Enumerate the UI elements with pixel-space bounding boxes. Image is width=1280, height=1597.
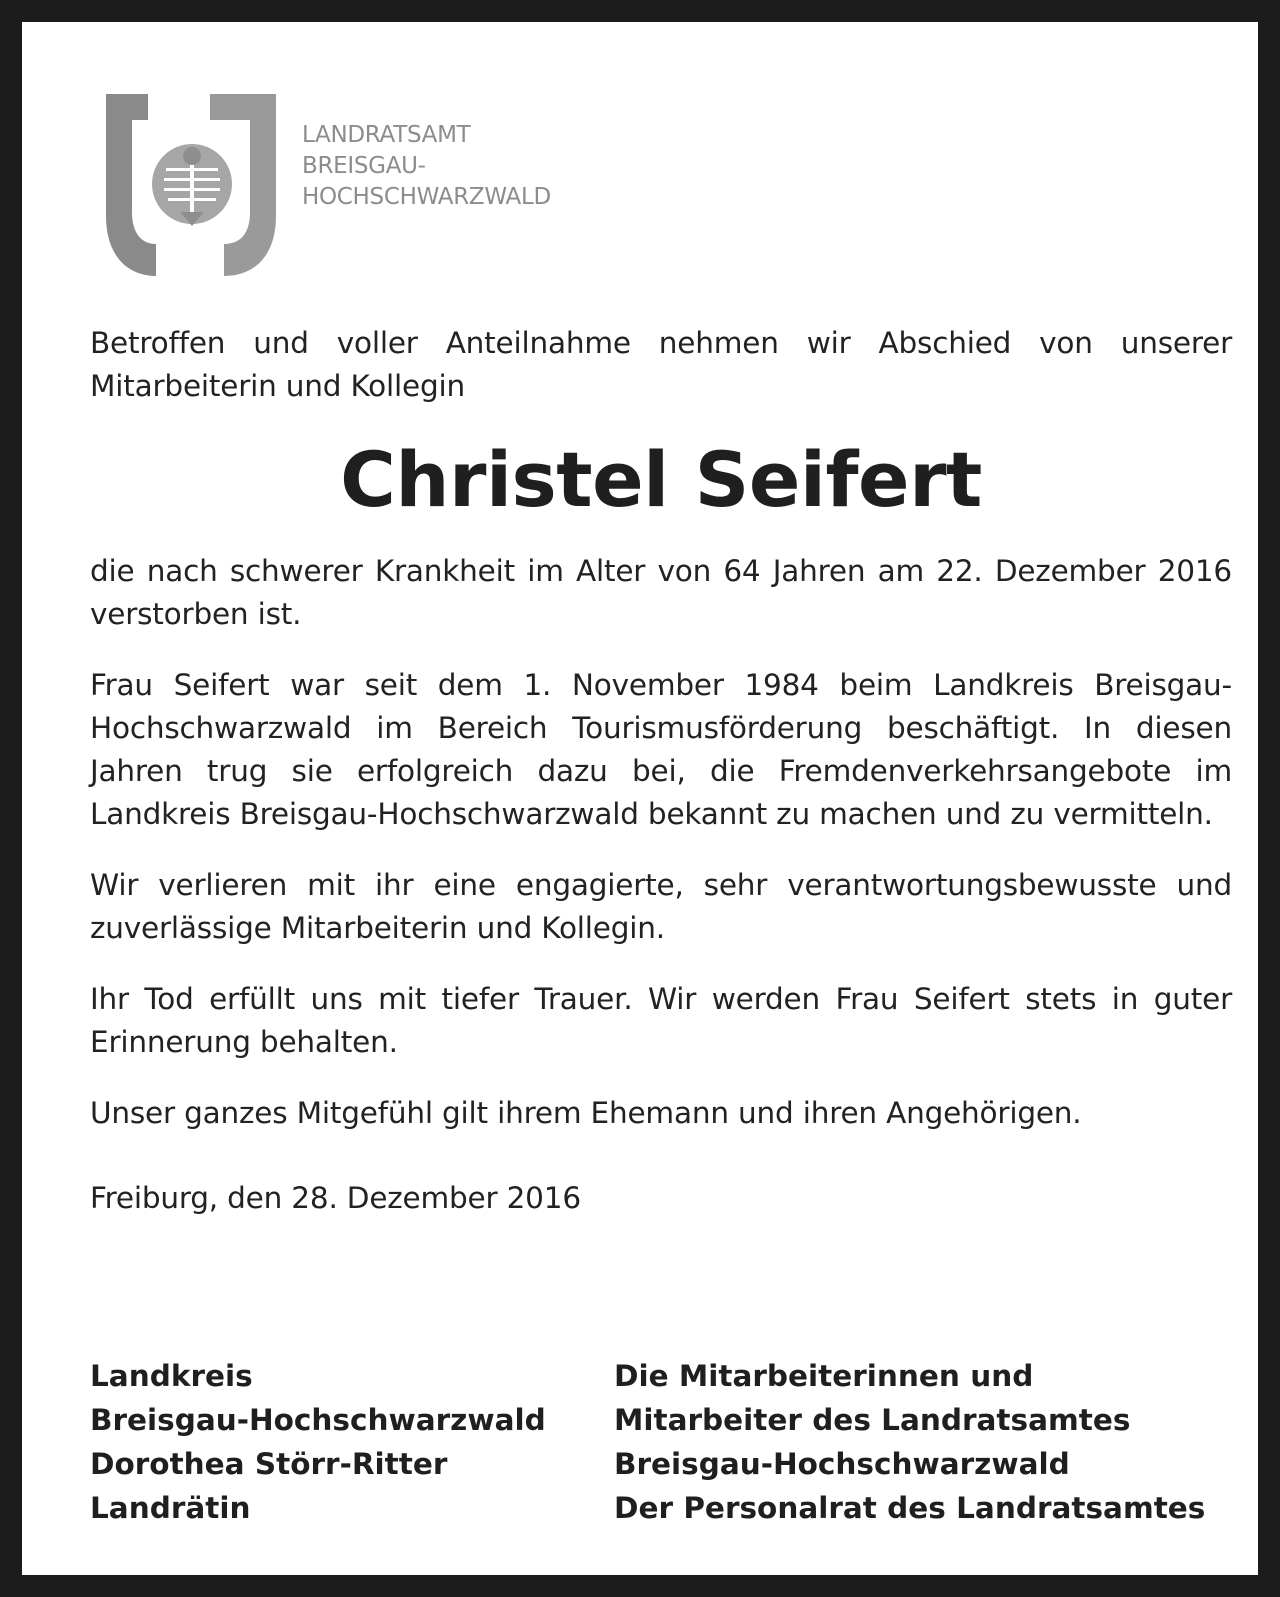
signature-right-line: Breisgau-Hochschwarzwald <box>614 1447 1070 1481</box>
notice-body <box>90 322 1232 1220</box>
paragraph-5: Unser ganzes Mitgefühl gilt ihrem Ehemann und ihren Angehörigen. <box>90 1096 1082 1130</box>
signatures <box>90 1354 1232 1530</box>
paragraph-3: Wir verlieren mit ihr eine engagierte, sehr verantwortungsbewusste und zuverlässige Mitarbeiterin und Kollegin. <box>90 868 1232 945</box>
signature-left-line: Dorothea Störr-Ritter <box>90 1447 448 1481</box>
logo-line-3: HOCHSCHWARZWALD <box>302 184 551 210</box>
signature-left-line: Breisgau-Hochschwarzwald <box>90 1403 546 1437</box>
landratsamt-logo <box>106 94 586 280</box>
signature-left-line: Landkreis <box>90 1359 253 1393</box>
logo-text <box>302 120 551 213</box>
deceased-name: Christel Seifert <box>340 435 982 524</box>
paragraph-1: die nach schwerer Krankheit im Alter von 64 Jahren am 22. Dezember 2016 verstorben ist. <box>90 554 1232 631</box>
logo-line-1: LANDRATSAMT <box>302 122 471 148</box>
paragraph-4: Ihr Tod erfüllt uns mit tiefer Trauer. Wir werden Frau Seifert stets in guter Erinnerung behalten. <box>90 982 1232 1059</box>
signature-left-line: Landrätin <box>90 1491 251 1525</box>
signature-right-line: Der Personalrat des Landratsamtes <box>614 1491 1206 1525</box>
signature-right-line: Die Mitarbeiterinnen und <box>614 1359 1034 1393</box>
signature-right <box>614 1354 1232 1530</box>
paragraph-2: Frau Seifert war seit dem 1. November 1984 beim Landkreis Breisgau-Hochschwarzwald im Bereich Tourismusförderung beschäftigt. In diesen Jahren trug sie erfolgreich dazu bei, die Fremdenverkehrsangebote im Landkreis Breisgau-Hochschwarzwald bekannt zu machen und zu vermitteln. <box>90 668 1232 831</box>
place-date: Freiburg, den 28. Dezember 2016 <box>90 1181 581 1215</box>
intro-paragraph: Betroffen und voller Anteilnahme nehmen wir Abschied von unserer Mitarbeiterin und Kollegin <box>90 326 1232 403</box>
eagle-emblem-icon <box>106 94 286 280</box>
signature-left <box>90 1354 614 1530</box>
signature-right-line: Mitarbeiter des Landratsamtes <box>614 1403 1131 1437</box>
logo-line-2: BREISGAU- <box>302 153 426 179</box>
